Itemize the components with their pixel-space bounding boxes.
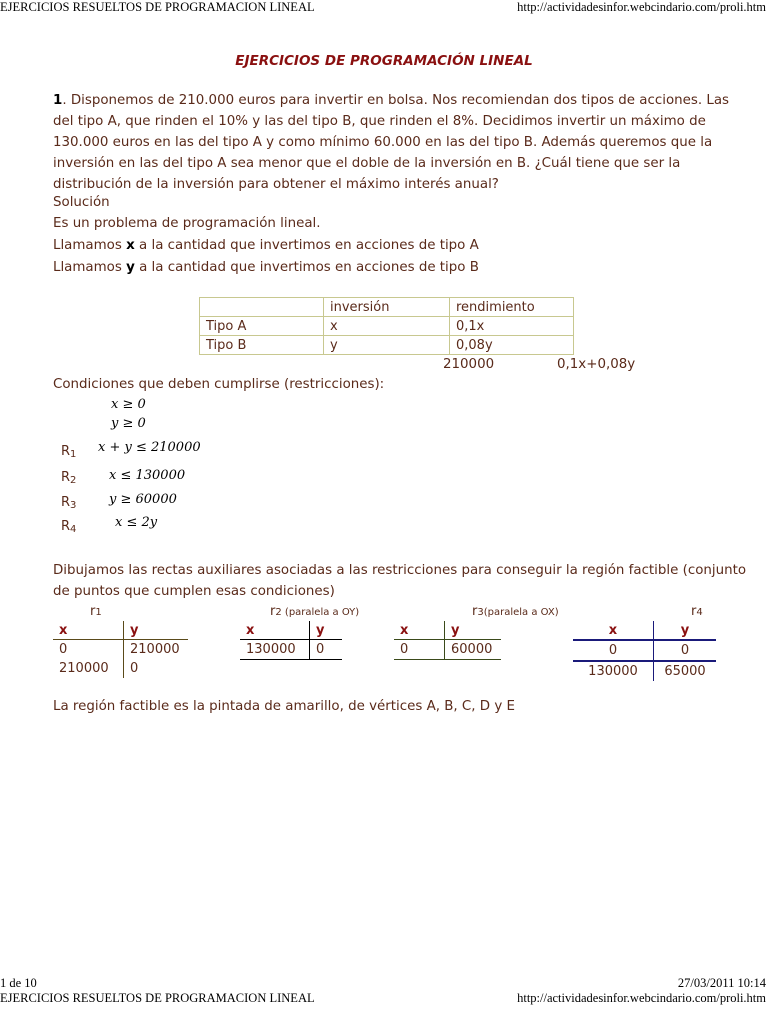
aux-label-letter: r xyxy=(90,604,96,619)
document-title: EJERCICIOS DE PROGRAMACIÓN LINEAL xyxy=(235,53,533,69)
constraint-label-letter: R xyxy=(61,519,71,534)
browser-page-title: EJERCICIOS RESUELTOS DE PROGRAMACION LINEAL xyxy=(0,0,315,14)
print-datetime: 27/03/2011 10:14 xyxy=(677,976,766,990)
table-cell: 0 xyxy=(394,640,445,660)
table-cell: 0 xyxy=(573,640,654,661)
aux-label-letter: r xyxy=(472,604,478,619)
table-row xyxy=(240,640,342,660)
table-row xyxy=(200,317,574,336)
feasible-region-text: La región factible es la pintada de amarillo, de vértices A, B, C, D y E xyxy=(53,699,516,714)
aux-label-sub: 3 xyxy=(477,607,484,618)
variable-y-definition xyxy=(53,260,479,275)
aux-label-sub: 2 xyxy=(275,607,282,618)
table-header-y: y xyxy=(310,621,343,640)
table-row xyxy=(200,298,574,317)
constraint-label-r1 xyxy=(61,444,76,460)
table-row xyxy=(240,621,342,640)
table-cell: 0,08y xyxy=(450,336,574,355)
constraint-label-r3 xyxy=(61,495,76,511)
table-cell: Tipo A xyxy=(200,317,324,336)
table-header-y: y xyxy=(445,621,502,640)
constraint-label-sub: 2 xyxy=(70,475,77,486)
table-row xyxy=(394,621,501,640)
page-counter: 1 de 10 xyxy=(0,976,37,990)
table-cell: 130000 xyxy=(240,640,310,660)
table-cell: 210000 xyxy=(53,659,124,678)
aux-label-sub: 4 xyxy=(696,607,703,618)
table-header-x: x xyxy=(53,621,124,640)
table-cell: Tipo B xyxy=(200,336,324,355)
variable-x-post: a la cantidad que invertimos en acciones de tipo A xyxy=(134,238,479,253)
objective-function: 0,1x+0,08y xyxy=(557,357,636,372)
problem-statement xyxy=(53,91,753,196)
table-row xyxy=(573,661,716,681)
next-page-title: EJERCICIOS RESUELTOS DE PROGRAMACION LINEAL xyxy=(0,991,315,1005)
investment-total: 210000 xyxy=(443,357,495,372)
aux-label-r1 xyxy=(90,604,102,619)
table-row xyxy=(394,640,501,660)
table-row xyxy=(573,621,716,640)
constraint-label-sub: 4 xyxy=(70,524,77,535)
table-row xyxy=(53,640,188,660)
table-cell: 0 xyxy=(53,640,124,660)
aux-label-r3 xyxy=(472,604,559,619)
problem-number: 1 xyxy=(53,93,63,108)
table-row xyxy=(573,640,716,661)
auxiliary-lines-text: Dibujamos las rectas auxiliares asociadas a las restricciones para conseguir la región factible (conjunto de puntos que cumplen esas condiciones) xyxy=(53,563,747,599)
constraint-label-letter: R xyxy=(61,444,71,459)
constraint-label-sub: 1 xyxy=(70,449,77,460)
table-row xyxy=(200,336,574,355)
table-header-y: y xyxy=(654,621,717,640)
table-cell xyxy=(200,298,324,317)
table-cell: rendimiento xyxy=(450,298,574,317)
constraint-label-letter: R xyxy=(61,470,71,485)
problem-text: . Disponemos de 210.000 euros para invertir en bolsa. Nos recomiendan dos tipos de acciones. Las del tipo A, que rinden el 10% y las del tipo B, que rinden el 8%. Decidimos invertir un máximo de 130.000 euros en las del tipo A y como mínimo 60.000 en las del tipo B. Además queremos que la inversión en las del tipo A sea menor que el doble de la inversión en B. ¿Cuál tiene que ser la distribución de la inversión para obtener el máximo interés anual? xyxy=(53,93,729,192)
aux-label-sub: 1 xyxy=(95,607,102,618)
aux-label-note: (paralela a OX) xyxy=(483,607,559,618)
table-row xyxy=(53,621,188,640)
table-cell: 0 xyxy=(310,640,343,660)
variable-x: x xyxy=(126,238,135,253)
aux-label-note: (paralela a OY) xyxy=(281,607,360,618)
constraint-label-r4 xyxy=(61,519,76,535)
next-page-url[interactable]: http://actividadesinfor.webcindario.com/proli.htm xyxy=(517,991,766,1005)
constraint-r3: y ≥ 60000 xyxy=(109,492,177,507)
table-cell: x xyxy=(324,317,450,336)
table-cell: 0,1x xyxy=(450,317,574,336)
solution-intro: Es un problema de programación lineal. xyxy=(53,216,321,231)
constraint-label-letter: R xyxy=(61,495,71,510)
aux-label-letter: r xyxy=(691,604,697,619)
table-cell: 65000 xyxy=(664,664,706,679)
table-cell: 0 xyxy=(654,640,717,661)
aux-table-r1 xyxy=(53,621,188,678)
aux-table-r2 xyxy=(240,621,342,660)
table-header-x: x xyxy=(240,621,310,640)
variable-y: y xyxy=(126,260,135,275)
constraint-r4: x ≤ 2y xyxy=(115,515,158,530)
constraint-label-r2 xyxy=(61,470,76,486)
table-cell: y xyxy=(324,336,450,355)
constraint-r1: x + y ≤ 210000 xyxy=(98,440,201,455)
constraint-label-sub: 3 xyxy=(70,500,77,511)
table-header-x: x xyxy=(394,621,445,640)
constraint-y-nonneg: y ≥ 0 xyxy=(111,416,146,431)
table-cell: 60000 xyxy=(445,640,502,660)
table-cell: 210000 xyxy=(130,642,180,657)
table-cell: 130000 xyxy=(573,661,654,681)
variable-x-pre: Llamamos xyxy=(53,238,127,253)
variable-y-pre: Llamamos xyxy=(53,260,127,275)
constraint-r2: x ≤ 130000 xyxy=(109,468,186,483)
table-header-x: x xyxy=(573,621,654,640)
table-cell: inversión xyxy=(324,298,450,317)
table-row xyxy=(53,659,188,678)
aux-table-r4 xyxy=(573,621,716,681)
constraint-x-nonneg: x ≥ 0 xyxy=(111,397,146,412)
aux-label-r2 xyxy=(270,604,359,619)
variable-y-post: a la cantidad que invertimos en acciones de tipo B xyxy=(134,260,479,275)
solution-label: Solución xyxy=(53,195,110,210)
table-cell: 0 xyxy=(130,661,139,676)
table-header-y: y xyxy=(124,621,189,640)
browser-page-url[interactable]: http://actividadesinfor.webcindario.com/proli.htm xyxy=(517,0,766,14)
aux-label-r4 xyxy=(691,604,703,619)
aux-label-letter: r xyxy=(270,604,276,619)
investment-table xyxy=(199,297,574,355)
variable-x-definition xyxy=(53,238,479,253)
conditions-label: Condiciones que deben cumplirse (restricciones): xyxy=(53,377,385,392)
aux-table-r3 xyxy=(394,621,501,660)
